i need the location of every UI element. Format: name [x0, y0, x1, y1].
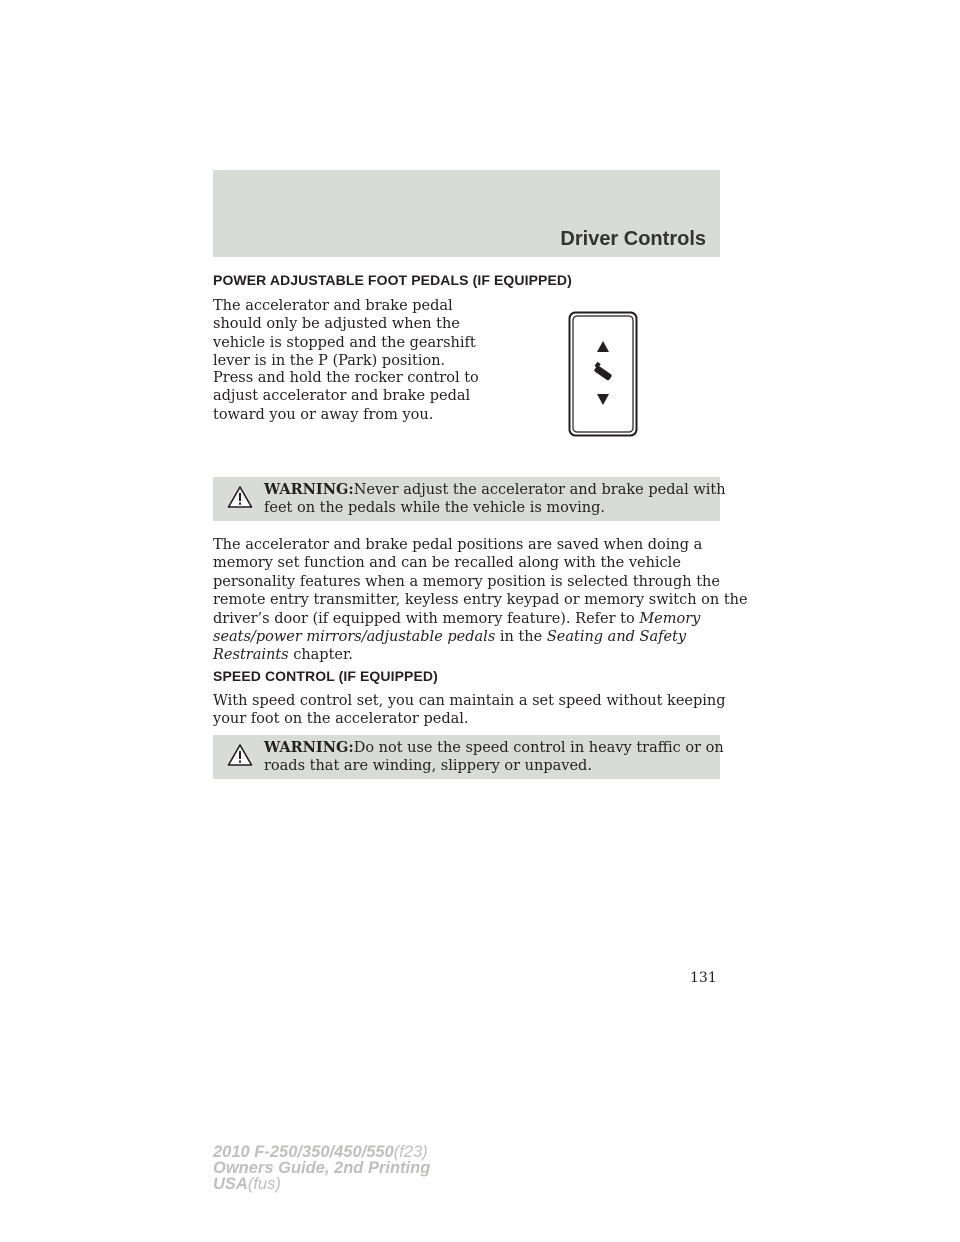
warning-text-speed-control: WARNING:Do not use the speed control in heavy traffic or on roads that are winding, slippery or unpaved.	[264, 739, 724, 775]
warning-box-pedals	[213, 477, 726, 521]
paragraph-memory-positions: The accelerator and brake pedal positions are saved when doing a memory set function and can be recalled along with the vehicle personality features when a memory position is selected through the remote entry transmitter, keyless entry keypad or memory switch on the driver’s door (if equipped with memory feature). Refer to Memory seats/power mirrors/adjustable pedals in the Seating and Safety Restraints chapter.	[213, 537, 748, 664]
paragraph-rocker-control: Press and hold the rocker control to adjust accelerator and brake pedal toward you or away from you.	[213, 370, 479, 423]
warning-text-pedals: WARNING:Never adjust the accelerator and brake pedal with feet on the pedals while the vehicle is moving.	[264, 481, 726, 517]
warning-box-speed-control	[213, 735, 724, 779]
warning-triangle-icon	[227, 743, 253, 767]
footer-publication-info: 2010 F-250/350/450/550(f23) Owners Guide, 2nd Printing USA(fus)	[213, 1143, 431, 1193]
pedal-adjust-rocker-switch-icon	[568, 311, 638, 437]
paragraph-speed-control: With speed control set, you can maintain a set speed without keeping your foot on the accelerator pedal.	[213, 693, 726, 728]
section-heading-speed-control: SPEED CONTROL (IF EQUIPPED)	[213, 668, 438, 684]
page-number: 131	[690, 970, 717, 986]
section-heading-pedals: POWER ADJUSTABLE FOOT PEDALS (IF EQUIPPED)	[213, 272, 572, 288]
chapter-title: Driver Controls	[560, 228, 706, 250]
warning-triangle-icon	[227, 485, 253, 509]
chapter-header-band	[213, 170, 720, 257]
paragraph-pedal-adjust-conditions: The accelerator and brake pedal should only be adjusted when the vehicle is stopped and the gearshift lever is in the P (Park) position.	[213, 298, 476, 370]
